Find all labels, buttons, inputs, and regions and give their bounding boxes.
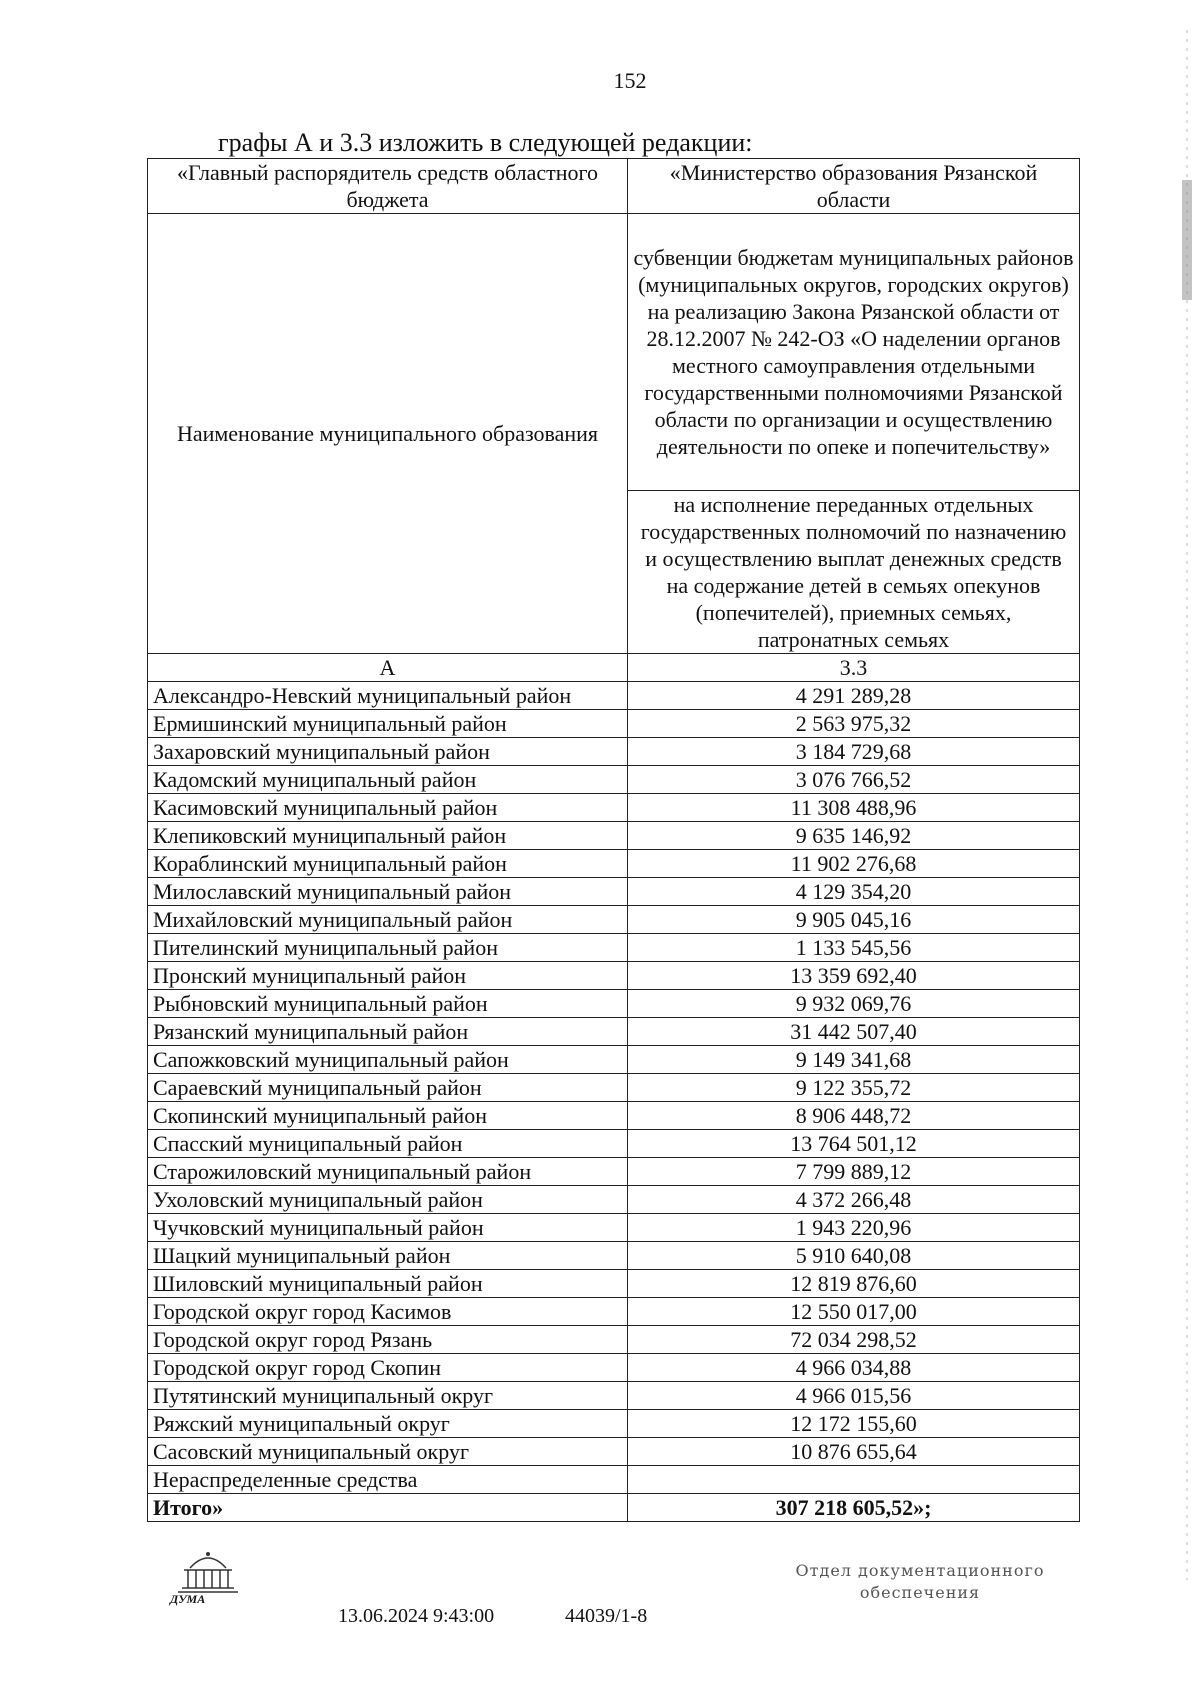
- subvention-amount: 7 799 889,12: [628, 1158, 1080, 1186]
- municipality-name: Клепиковский муниципальный район: [148, 822, 628, 850]
- subvention-amount: 10 876 655,64: [628, 1438, 1080, 1466]
- subvention-amount: 11 308 488,96: [628, 794, 1080, 822]
- subvention-amount: 13 359 692,40: [628, 962, 1080, 990]
- table-row: [148, 1214, 1080, 1242]
- subvention-amount: 13 764 501,12: [628, 1130, 1080, 1158]
- subvention-amount: 4 966 034,88: [628, 1354, 1080, 1382]
- footer-date: 13.06.2024 9:43:00: [338, 1605, 495, 1627]
- header-purpose-description: на исполнение переданных отдельных государственных полномочий по назначению и осуществлению выплат денежных средств на содержание детей в семьях опекунов (попечителей), приемных семьях, патронатных семьях: [628, 491, 1080, 654]
- subvention-amount: 4 966 015,56: [628, 1382, 1080, 1410]
- subvention-amount: 3 076 766,52: [628, 766, 1080, 794]
- header-subvention-description: субвенции бюджетам муниципальных районов (муниципальных округов, городских округов) на реализацию Закона Рязанской области от 28.12.2007 № 242-ОЗ «О наделении органов местного самоуправления отдельными государственными полномочиями Рязанской области по организации и осуществлению деятельности по опеке и попечительству»: [628, 214, 1080, 491]
- table-row: [148, 766, 1080, 794]
- budget-table: [147, 158, 1080, 1522]
- municipality-name: Сапожковский муниципальный район: [148, 1046, 628, 1074]
- subvention-amount: 31 442 507,40: [628, 1018, 1080, 1046]
- table-row: [148, 934, 1080, 962]
- table-row: [148, 1466, 1080, 1494]
- column-codes-row: [148, 654, 1080, 682]
- municipality-name: Кадомский муниципальный район: [148, 766, 628, 794]
- header-row-subvention: [148, 214, 1080, 491]
- table-row: [148, 1326, 1080, 1354]
- table-row: [148, 1158, 1080, 1186]
- subvention-amount: 12 550 017,00: [628, 1298, 1080, 1326]
- table-row: [148, 1186, 1080, 1214]
- municipality-name: Шиловский муниципальный район: [148, 1270, 628, 1298]
- municipality-name: Чучковский муниципальный район: [148, 1214, 628, 1242]
- table-row: [148, 1130, 1080, 1158]
- table-row: [148, 738, 1080, 766]
- municipality-name: Городской округ город Рязань: [148, 1326, 628, 1354]
- table-row: [148, 850, 1080, 878]
- subvention-amount: 4 129 354,20: [628, 878, 1080, 906]
- table-row: [148, 878, 1080, 906]
- municipality-name: Городской округ город Касимов: [148, 1298, 628, 1326]
- municipality-name: Шацкий муниципальный район: [148, 1242, 628, 1270]
- total-amount: 307 218 605,52»;: [628, 1494, 1080, 1522]
- table-row: [148, 794, 1080, 822]
- footer-doc-number: 44039/1-8: [565, 1605, 648, 1627]
- table-row: [148, 1382, 1080, 1410]
- municipality-name: Рыбновский муниципальный район: [148, 990, 628, 1018]
- municipality-name: Захаровский муниципальный район: [148, 738, 628, 766]
- table-row: [148, 822, 1080, 850]
- municipality-name: Пителинский муниципальный район: [148, 934, 628, 962]
- duma-logo-icon: [168, 1548, 248, 1618]
- table-row: [148, 1046, 1080, 1074]
- table-row: [148, 962, 1080, 990]
- subvention-amount: 12 819 876,60: [628, 1270, 1080, 1298]
- subvention-amount: [628, 1466, 1080, 1494]
- municipality-name: Ермишинский муниципальный район: [148, 710, 628, 738]
- table-row: [148, 1298, 1080, 1326]
- table-row: [148, 1438, 1080, 1466]
- subvention-amount: 4 291 289,28: [628, 682, 1080, 710]
- subvention-amount: 2 563 975,32: [628, 710, 1080, 738]
- municipality-name: Александро-Невский муниципальный район: [148, 682, 628, 710]
- department-stamp: [770, 1560, 1070, 1604]
- municipality-name: Спасский муниципальный район: [148, 1130, 628, 1158]
- municipality-name: Кораблинский муниципальный район: [148, 850, 628, 878]
- table-row: [148, 1018, 1080, 1046]
- header-row-distributor: [148, 159, 1080, 214]
- table-row: [148, 1354, 1080, 1382]
- subvention-amount: 5 910 640,08: [628, 1242, 1080, 1270]
- municipality-name: Нераспределенные средства: [148, 1466, 628, 1494]
- subvention-amount: 3 184 729,68: [628, 738, 1080, 766]
- municipality-name: Сасовский муниципальный округ: [148, 1438, 628, 1466]
- municipality-name: Михайловский муниципальный район: [148, 906, 628, 934]
- table-row: [148, 682, 1080, 710]
- table-row: [148, 1410, 1080, 1438]
- municipality-name: Путятинский муниципальный округ: [148, 1382, 628, 1410]
- subvention-amount: 1 133 545,56: [628, 934, 1080, 962]
- subvention-amount: 1 943 220,96: [628, 1214, 1080, 1242]
- table-row: [148, 1102, 1080, 1130]
- stamp-line-2: обеспечения: [859, 1583, 981, 1602]
- table-row: [148, 1242, 1080, 1270]
- column-code-a: А: [148, 654, 628, 682]
- subvention-amount: 9 122 355,72: [628, 1074, 1080, 1102]
- column-code-3-3: 3.3: [628, 654, 1080, 682]
- municipality-name: Пронский муниципальный район: [148, 962, 628, 990]
- municipality-name: Ухоловский муниципальный район: [148, 1186, 628, 1214]
- intro-text: графы А и 3.3 изложить в следующей редакции:: [218, 128, 753, 157]
- subvention-amount: 11 902 276,68: [628, 850, 1080, 878]
- duma-logo-text: ДУМА: [170, 1592, 206, 1606]
- header-distributor-label: «Главный распорядитель средств областного бюджета: [148, 159, 628, 214]
- municipality-name: Касимовский муниципальный район: [148, 794, 628, 822]
- subvention-amount: 9 635 146,92: [628, 822, 1080, 850]
- header-municipality-label: Наименование муниципального образования: [148, 214, 628, 654]
- subvention-amount: 8 906 448,72: [628, 1102, 1080, 1130]
- table-row: [148, 1270, 1080, 1298]
- total-row: [148, 1494, 1080, 1522]
- page-number: 152: [613, 68, 647, 93]
- subvention-amount: 9 905 045,16: [628, 906, 1080, 934]
- table-row: [148, 990, 1080, 1018]
- municipality-name: Городской округ город Скопин: [148, 1354, 628, 1382]
- subvention-amount: 4 372 266,48: [628, 1186, 1080, 1214]
- total-label: Итого»: [148, 1494, 628, 1522]
- header-ministry-label: «Министерство образования Рязанской области: [628, 159, 1080, 214]
- municipality-name: Ряжский муниципальный округ: [148, 1410, 628, 1438]
- municipality-name: Милославский муниципальный район: [148, 878, 628, 906]
- municipality-name: Старожиловский муниципальный район: [148, 1158, 628, 1186]
- municipality-name: Рязанский муниципальный район: [148, 1018, 628, 1046]
- stamp-line-1: Отдел документационного: [795, 1561, 1045, 1580]
- subvention-amount: 72 034 298,52: [628, 1326, 1080, 1354]
- subvention-amount: 9 149 341,68: [628, 1046, 1080, 1074]
- table-row: [148, 906, 1080, 934]
- subvention-amount: 12 172 155,60: [628, 1410, 1080, 1438]
- table-row: [148, 1074, 1080, 1102]
- scan-edge-marks: [1180, 30, 1194, 1580]
- municipality-name: Сараевский муниципальный район: [148, 1074, 628, 1102]
- table-row: [148, 710, 1080, 738]
- subvention-amount: 9 932 069,76: [628, 990, 1080, 1018]
- municipality-name: Скопинский муниципальный район: [148, 1102, 628, 1130]
